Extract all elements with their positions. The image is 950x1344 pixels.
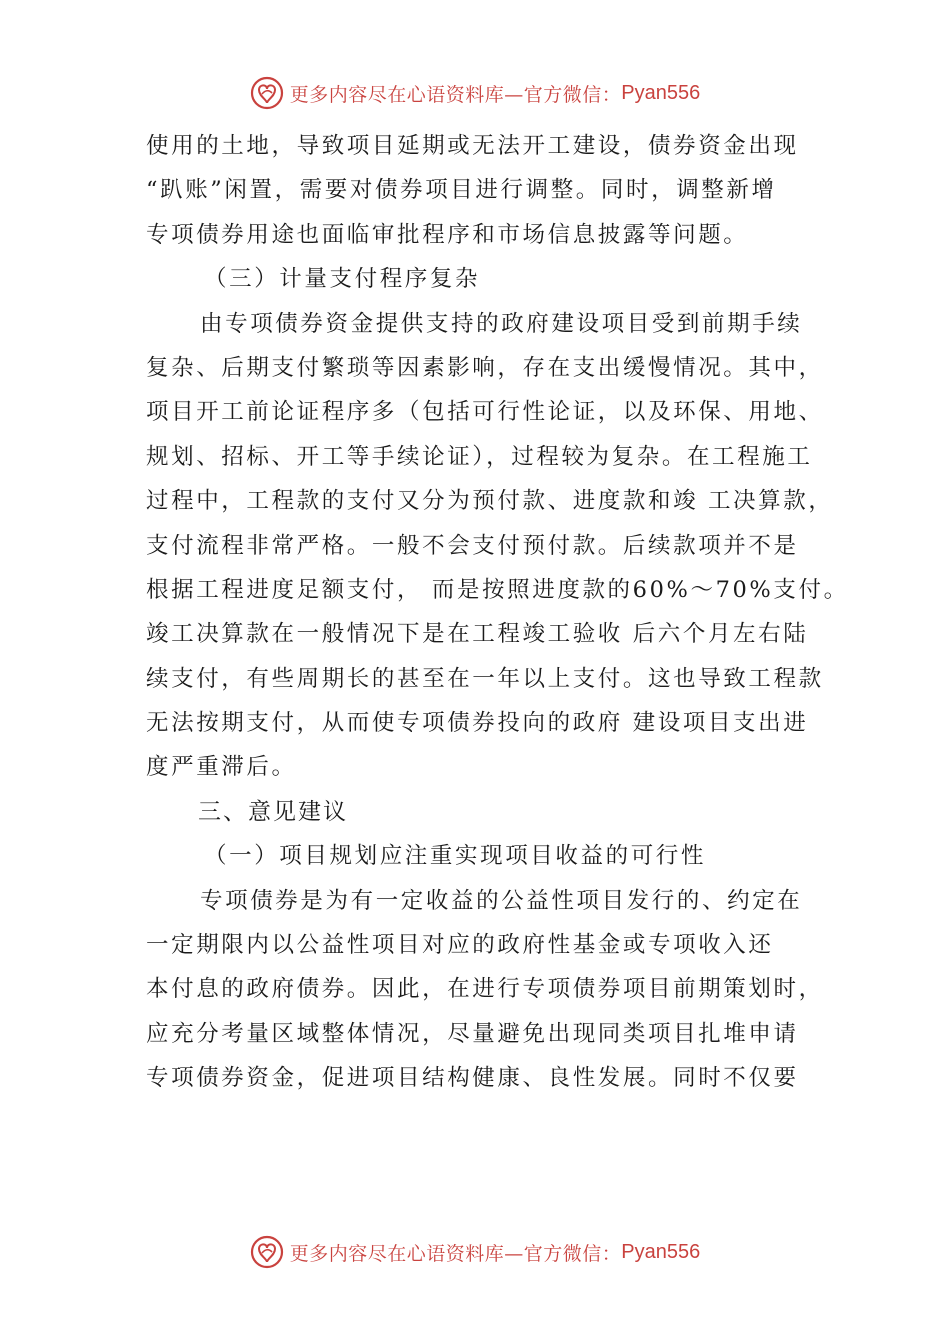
banner-wechat-id: Pyan556 [621, 1240, 701, 1263]
paragraph-line: 复杂、后期支付繁琐等因素影响，存在支出缓慢情况。其中， [146, 354, 824, 381]
paragraph-line: 过程中，工程款的支付又分为预付款、进度款和竣 工决算款， [146, 488, 834, 515]
banner-wechat-id: Pyan556 [621, 81, 701, 104]
paragraph-line: 项目开工前论证程序多（包括可行性论证，以及环保、用地、 [146, 399, 824, 426]
subsection-heading: （一）项目规划应注重实现项目收益的可行性 [204, 843, 707, 870]
paragraph-line: 无法按期支付，从而使专项债券投向的政府 建设项目支出进 [146, 710, 809, 737]
paragraph-line: 竣工决算款在一般情况下是在工程竣工验收 后六个月左右陆 [146, 621, 809, 648]
paragraph-line: 应充分考量区域整体情况，尽量避免出现同类项目扎堆申请 [146, 1020, 799, 1047]
heart-swirl-logo-icon [250, 1235, 284, 1269]
heart-swirl-logo-icon [250, 76, 284, 110]
header-banner [0, 73, 950, 113]
paragraph-line: 本付息的政府债券。因此，在进行专项债券项目前期策划时， [146, 976, 824, 1003]
paragraph-line: 一定期限内以公益性项目对应的政府性基金或专项收入还 [146, 932, 774, 959]
paragraph-line: 度严重滞后。 [146, 754, 297, 781]
paragraph-line: 规划、招标、开工等手续论证），过程较为复杂。在工程施工 [146, 443, 813, 470]
subsection-heading: （三）计量支付程序复杂 [204, 266, 481, 293]
paragraph-line: 根据工程进度足额支付， 而是按照进度款的60%～70%支付。 [146, 576, 849, 603]
footer-banner [0, 1232, 950, 1272]
document-body [146, 124, 849, 1101]
paragraph-line: 专项债券用途也面临审批程序和市场信息披露等问题。 [146, 221, 749, 248]
section-heading: 三、意见建议 [198, 798, 348, 825]
paragraph-line: 续支付，有些周期长的甚至在一年以上支付。这也导致工程款 [146, 665, 824, 692]
paragraph-line: “趴账”闲置，需要对债券项目进行调整。同时，调整新增 [146, 177, 777, 204]
paragraph-line: 由专项债券资金提供支持的政府建设项目受到前期手续 [200, 310, 803, 337]
paragraph-line: 使用的土地，导致项目延期或无法开工建设，债券资金出现 [146, 133, 799, 159]
paragraph-line: 支付流程非常严格。一般不会支付预付款。后续款项并不是 [146, 532, 799, 559]
banner-text: 更多内容尽在心语资料库—官方微信： [289, 1242, 622, 1265]
paragraph-line: 专项债券资金，促进项目结构健康、良性发展。同时不仅要 [146, 1065, 799, 1092]
banner-text: 更多内容尽在心语资料库—官方微信： [289, 83, 622, 106]
paragraph-line: 专项债券是为有一定收益的公益性项目发行的、约定在 [200, 887, 803, 914]
